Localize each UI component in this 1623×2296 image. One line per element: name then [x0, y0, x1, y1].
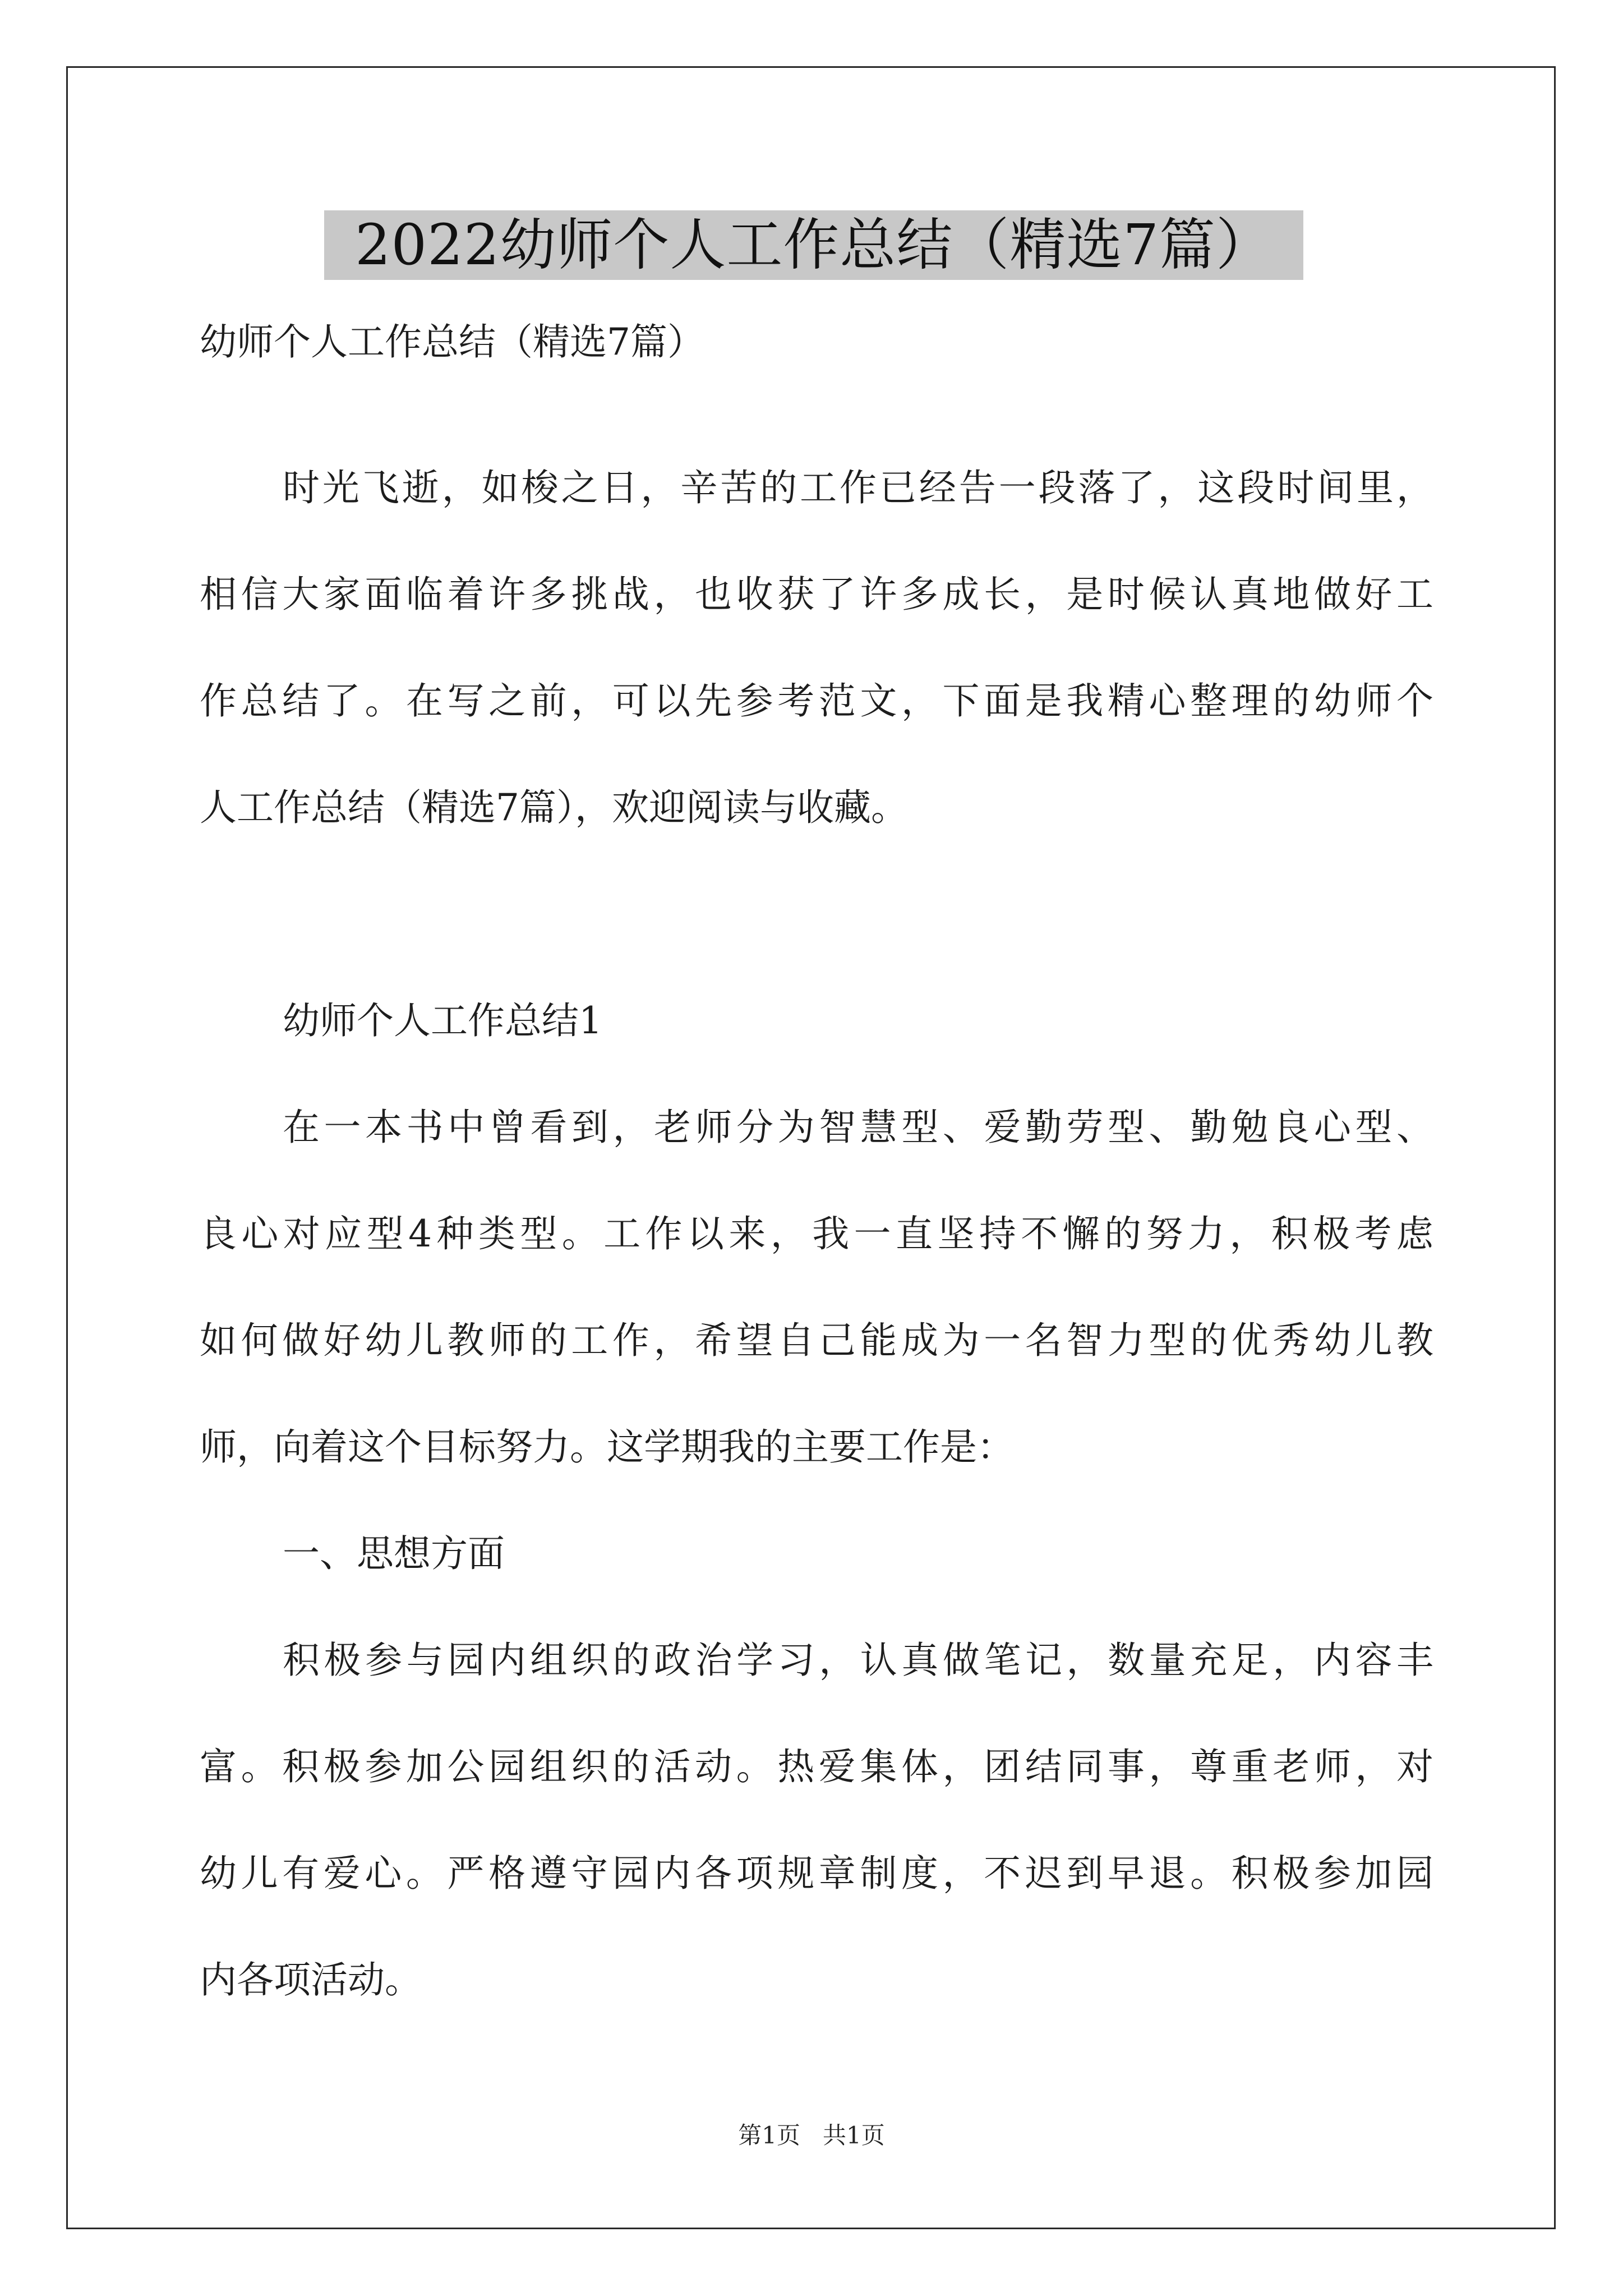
intro-line-2: 相信大家面临着许多挑战，也收获了许多成长，是时候认真地做好工: [200, 573, 1433, 616]
section-line-1: 在一本书中曾看到，老师分为智慧型、爱勤劳型、勤勉良心型、: [283, 1106, 1433, 1149]
sub-heading: 一、思想方面: [283, 1532, 505, 1575]
section-heading: 幼师个人工作总结1: [283, 999, 602, 1042]
sub-line-3: 幼儿有爱心。严格遵守园内各项规章制度，不迟到早退。积极参加园: [200, 1852, 1433, 1895]
section-line-2: 良心对应型4种类型。工作以来，我一直坚持不懈的努力，积极考虑: [200, 1212, 1433, 1255]
sub-line-4: 内各项活动。: [200, 1958, 422, 2001]
document-title: 2022幼师个人工作总结（精选7篇）: [324, 210, 1303, 280]
sub-line-1: 积极参与园内组织的政治学习，认真做笔记，数量充足，内容丰: [283, 1639, 1433, 1682]
intro-line-4: 人工作总结（精选7篇），欢迎阅读与收藏。: [200, 786, 908, 829]
section-line-3: 如何做好幼儿教师的工作，希望自己能成为一名智力型的优秀幼儿教: [200, 1319, 1433, 1362]
sub-line-2: 富。积极参加公园组织的活动。热爱集体，团结同事，尊重老师，对: [200, 1745, 1433, 1788]
intro-line-1: 时光飞逝，如梭之日，辛苦的工作已经告一段落了，这段时间里，: [283, 466, 1433, 509]
document-subtitle: 幼师个人工作总结（精选7篇）: [200, 320, 704, 364]
intro-line-3: 作总结了。在写之前，可以先参考范文，下面是我精心整理的幼师个: [200, 679, 1433, 723]
section-line-4: 师，向着这个目标努力。这学期我的主要工作是：: [200, 1425, 1014, 1469]
page-footer: 第1页 共1页: [738, 2122, 885, 2149]
